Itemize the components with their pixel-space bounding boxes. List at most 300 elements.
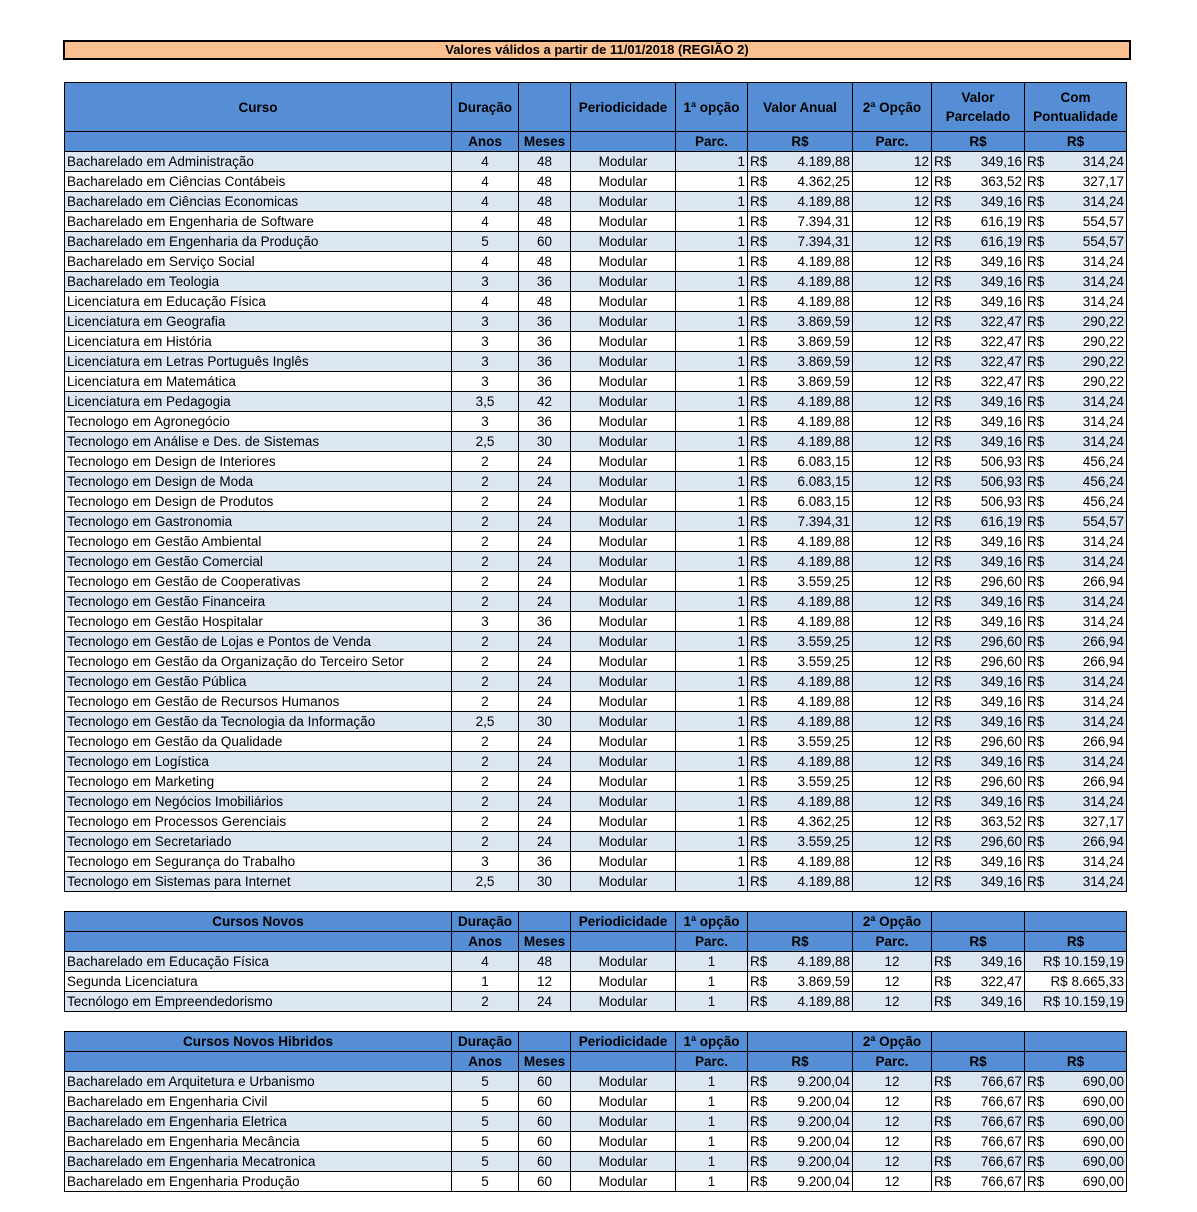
punctuality-value-cell <box>1025 592 1127 612</box>
col-header-duracao: Duração <box>452 83 519 132</box>
first-option-parc-cell: 1 <box>676 612 748 632</box>
amount-value: 266,94 <box>1082 654 1124 669</box>
annual-value-cell <box>748 972 853 992</box>
currency-symbol: R$ <box>934 1074 952 1089</box>
currency-symbol: R$ <box>750 854 768 869</box>
currency-symbol: R$ <box>1027 594 1045 609</box>
currency-symbol: R$ <box>750 734 768 749</box>
amount-value: 266,94 <box>1082 834 1124 849</box>
currency-symbol: R$ <box>1027 454 1045 469</box>
currency-symbol: R$ <box>1027 494 1045 509</box>
installment-value-cell <box>932 212 1025 232</box>
amount-value: 4.189,88 <box>797 694 850 709</box>
amount-value: 3.559,25 <box>797 734 850 749</box>
amount-value: 290,22 <box>1082 334 1124 349</box>
installment-value-cell <box>932 472 1025 492</box>
currency-symbol: R$ <box>750 1094 768 1109</box>
installment-value-cell <box>932 232 1025 252</box>
course-name-cell: Tecnologo em Secretariado <box>65 832 452 852</box>
annual-value-cell <box>748 752 853 772</box>
currency-symbol: R$ <box>750 674 768 689</box>
currency-symbol: R$ <box>934 774 952 789</box>
course-name-cell: Tecnologo em Gestão da Organização do Terceiro Setor <box>65 652 452 672</box>
second-option-parc-cell: 12 <box>853 292 932 312</box>
periodicity-cell: Modular <box>571 452 676 472</box>
currency-symbol: R$ <box>750 774 768 789</box>
amount-value: 4.189,88 <box>797 394 850 409</box>
periodicity-cell: Modular <box>571 1132 676 1152</box>
periodicity-cell: Modular <box>571 852 676 872</box>
course-name-cell: Licenciatura em Educação Física <box>65 292 452 312</box>
second-option-parc-cell: 12 <box>853 412 932 432</box>
currency-symbol: R$ <box>1027 1114 1045 1129</box>
course-name-cell: Licenciatura em Letras Português Inglês <box>65 352 452 372</box>
col-header-com-pontualidade: Com Pontualidade <box>1025 83 1127 132</box>
second-option-parc-cell: 12 <box>853 1132 932 1152</box>
duration-months-cell: 30 <box>519 432 571 452</box>
duration-years-cell: 2 <box>452 752 519 772</box>
duration-months-cell: 60 <box>519 232 571 252</box>
installment-value-cell <box>932 272 1025 292</box>
currency-symbol: R$ <box>750 474 768 489</box>
col-header-duracao: Duração <box>452 912 519 932</box>
currency-symbol: R$ <box>1027 814 1045 829</box>
amount-value: 349,16 <box>980 414 1022 429</box>
subheader-parc: Parc. <box>853 932 932 952</box>
punctuality-value-cell <box>1025 792 1127 812</box>
installment-value-cell <box>932 492 1025 512</box>
second-option-parc-cell: 12 <box>853 1112 932 1132</box>
currency-symbol: R$ <box>1027 734 1045 749</box>
punctuality-value-cell <box>1025 852 1127 872</box>
amount-value: 4.189,88 <box>797 534 850 549</box>
amount-value: 266,94 <box>1082 574 1124 589</box>
first-option-parc-cell: 1 <box>676 592 748 612</box>
annual-value-cell <box>748 672 853 692</box>
installment-value-cell <box>932 1092 1025 1112</box>
annual-value-cell <box>748 1132 853 1152</box>
periodicity-cell: Modular <box>571 292 676 312</box>
amount-value: 349,16 <box>980 394 1022 409</box>
duration-years-cell: 1 <box>452 972 519 992</box>
annual-value-cell <box>748 392 853 412</box>
amount-value: 314,24 <box>1082 614 1124 629</box>
installment-value-cell <box>932 712 1025 732</box>
annual-value-cell <box>748 1092 853 1112</box>
second-option-parc-cell: 12 <box>853 312 932 332</box>
duration-years-cell: 2 <box>452 812 519 832</box>
course-name-cell: Tecnologo em Negócios Imobiliários <box>65 792 452 812</box>
currency-symbol: R$ <box>934 234 952 249</box>
installment-value-cell <box>932 512 1025 532</box>
amount-value: 296,60 <box>980 634 1022 649</box>
course-name-cell: Tecnologo em Marketing <box>65 772 452 792</box>
subheader-rs: R$ <box>748 132 853 152</box>
installment-value-cell <box>932 952 1025 972</box>
first-option-parc-cell: 1 <box>676 632 748 652</box>
currency-symbol: R$ <box>1027 234 1045 249</box>
first-option-parc-cell: 1 <box>676 272 748 292</box>
installment-value-cell <box>932 452 1025 472</box>
currency-symbol: R$ <box>934 654 952 669</box>
first-option-parc-cell: 1 <box>676 432 748 452</box>
second-option-parc-cell: 12 <box>853 612 932 632</box>
currency-symbol: R$ <box>750 1174 768 1189</box>
currency-symbol: R$ <box>1027 1094 1045 1109</box>
col-header-opcao1: 1ª opção <box>676 912 748 932</box>
subheader-empty <box>571 1052 676 1072</box>
table-row <box>65 1072 1127 1092</box>
duration-years-cell: 2 <box>452 692 519 712</box>
currency-symbol: R$ <box>750 714 768 729</box>
currency-symbol: R$ <box>934 994 952 1009</box>
currency-symbol: R$ <box>1027 1074 1045 1089</box>
second-option-parc-cell: 12 <box>853 332 932 352</box>
periodicity-cell: Modular <box>571 752 676 772</box>
currency-symbol: R$ <box>1027 314 1045 329</box>
currency-symbol: R$ <box>1027 174 1045 189</box>
amount-value: 6.083,15 <box>797 494 850 509</box>
currency-symbol: R$ <box>934 874 952 889</box>
installment-value-cell <box>932 872 1025 892</box>
amount-value: 616,19 <box>980 234 1022 249</box>
currency-symbol: R$ <box>934 154 952 169</box>
currency-symbol: R$ <box>1027 294 1045 309</box>
duration-years-cell: 4 <box>452 252 519 272</box>
course-name-cell: Bacharelado em Engenharia Civil <box>65 1092 452 1112</box>
duration-months-cell: 24 <box>519 792 571 812</box>
amount-value: 4.189,88 <box>797 594 850 609</box>
course-name-cell: Tecnologo em Gestão da Qualidade <box>65 732 452 752</box>
subheader-parc: Parc. <box>676 932 748 952</box>
annual-value-cell <box>748 192 853 212</box>
subheader-meses: Meses <box>519 132 571 152</box>
periodicity-cell: Modular <box>571 632 676 652</box>
duration-months-cell: 60 <box>519 1132 571 1152</box>
currency-symbol: R$ <box>750 814 768 829</box>
currency-symbol: R$ <box>1027 274 1045 289</box>
annual-value-cell <box>748 332 853 352</box>
currency-symbol: R$ <box>934 314 952 329</box>
first-option-parc-cell: 1 <box>676 332 748 352</box>
duration-months-cell: 48 <box>519 252 571 272</box>
periodicity-cell: Modular <box>571 592 676 612</box>
amount-value: 690,00 <box>1082 1174 1124 1189</box>
duration-years-cell: 2 <box>452 772 519 792</box>
second-option-parc-cell: 12 <box>853 592 932 612</box>
col-header-opcao2: 2ª Opção <box>853 83 932 132</box>
duration-months-cell: 30 <box>519 872 571 892</box>
duration-months-cell: 24 <box>519 632 571 652</box>
col-header-empty <box>1025 912 1127 932</box>
installment-value-cell <box>932 372 1025 392</box>
second-option-parc-cell: 12 <box>853 672 932 692</box>
installment-value-cell <box>932 972 1025 992</box>
currency-symbol: R$ <box>1027 1154 1045 1169</box>
duration-years-cell: 2 <box>452 572 519 592</box>
periodicity-cell: Modular <box>571 712 676 732</box>
table-row <box>65 712 1127 732</box>
currency-symbol: R$ <box>1027 794 1045 809</box>
amount-value: 7.394,31 <box>797 514 850 529</box>
currency-symbol: R$ <box>750 1074 768 1089</box>
duration-years-cell: 3,5 <box>452 392 519 412</box>
punctuality-value-cell <box>1025 152 1127 172</box>
currency-symbol: R$ <box>934 754 952 769</box>
annual-value-cell <box>748 852 853 872</box>
first-option-parc-cell: 1 <box>676 252 748 272</box>
installment-value-cell <box>932 772 1025 792</box>
amount-value: 4.189,88 <box>797 954 850 969</box>
table-row <box>65 752 1127 772</box>
periodicity-cell: Modular <box>571 252 676 272</box>
duration-years-cell: 3 <box>452 852 519 872</box>
amount-value: 690,00 <box>1082 1114 1124 1129</box>
table-row <box>65 732 1127 752</box>
duration-years-cell: 2,5 <box>452 432 519 452</box>
duration-years-cell: 2,5 <box>452 872 519 892</box>
first-option-parc-cell: 1 <box>676 392 748 412</box>
duration-months-cell: 36 <box>519 412 571 432</box>
amount-value: 349,16 <box>980 594 1022 609</box>
table-row <box>65 272 1127 292</box>
table-row <box>65 212 1127 232</box>
periodicity-cell: Modular <box>571 812 676 832</box>
course-name-cell: Bacharelado em Engenharia Mecatronica <box>65 1152 452 1172</box>
duration-months-cell: 60 <box>519 1092 571 1112</box>
second-option-parc-cell: 12 <box>853 772 932 792</box>
first-option-parc-cell: 1 <box>676 732 748 752</box>
currency-symbol: R$ <box>750 314 768 329</box>
installment-value-cell <box>932 552 1025 572</box>
first-option-parc-cell: 1 <box>676 752 748 772</box>
annual-value-cell <box>748 612 853 632</box>
first-option-parc-cell: 1 <box>676 1092 748 1112</box>
table-row <box>65 792 1127 812</box>
annual-value-cell <box>748 832 853 852</box>
duration-months-cell: 48 <box>519 152 571 172</box>
table-row <box>65 332 1127 352</box>
amount-value: 349,16 <box>980 854 1022 869</box>
duration-months-cell: 60 <box>519 1152 571 1172</box>
annual-value-cell <box>748 152 853 172</box>
course-name-cell: Bacharelado em Ciências Contábeis <box>65 172 452 192</box>
duration-years-cell: 5 <box>452 1092 519 1112</box>
currency-symbol: R$ <box>934 354 952 369</box>
second-option-parc-cell: 12 <box>853 232 932 252</box>
subheader-empty <box>571 932 676 952</box>
amount-value: 4.189,88 <box>797 194 850 209</box>
duration-months-cell: 24 <box>519 532 571 552</box>
annual-value-cell <box>748 352 853 372</box>
first-option-parc-cell: 1 <box>676 512 748 532</box>
installment-value-cell <box>932 692 1025 712</box>
amount-value: 349,16 <box>980 194 1022 209</box>
duration-months-cell: 24 <box>519 572 571 592</box>
course-name-cell: Tecnologo em Design de Interiores <box>65 452 452 472</box>
first-option-parc-cell: 1 <box>676 572 748 592</box>
amount-value: 363,52 <box>980 814 1022 829</box>
table-row <box>65 972 1127 992</box>
annual-value-cell <box>748 792 853 812</box>
amount-value: 554,57 <box>1082 214 1124 229</box>
subheader-empty <box>65 132 452 152</box>
amount-value: 349,16 <box>980 954 1022 969</box>
second-option-parc-cell: 12 <box>853 392 932 412</box>
amount-value: 4.189,88 <box>797 754 850 769</box>
first-option-parc-cell: 1 <box>676 712 748 732</box>
table-row <box>65 372 1127 392</box>
punctuality-value-cell <box>1025 232 1127 252</box>
duration-months-cell: 36 <box>519 272 571 292</box>
amount-value: 322,47 <box>980 374 1022 389</box>
amount-value: 766,67 <box>980 1134 1022 1149</box>
amount-value: 314,24 <box>1082 554 1124 569</box>
currency-symbol: R$ <box>750 554 768 569</box>
currency-symbol: R$ <box>1027 214 1045 229</box>
installment-value-cell <box>932 672 1025 692</box>
second-option-parc-cell: 12 <box>853 792 932 812</box>
duration-months-cell: 48 <box>519 952 571 972</box>
periodicity-cell: Modular <box>571 792 676 812</box>
annual-value-cell <box>748 212 853 232</box>
punctuality-value-cell <box>1025 1132 1127 1152</box>
col-header-empty <box>932 1032 1025 1052</box>
punctuality-value-cell <box>1025 392 1127 412</box>
currency-symbol: R$ <box>750 254 768 269</box>
currency-symbol: R$ <box>1027 154 1045 169</box>
installment-value-cell <box>932 412 1025 432</box>
currency-symbol: R$ <box>934 334 952 349</box>
duration-years-cell: 2 <box>452 492 519 512</box>
amount-value: 7.394,31 <box>797 234 850 249</box>
periodicity-cell: Modular <box>571 672 676 692</box>
second-option-parc-cell: 12 <box>853 152 932 172</box>
duration-months-cell: 36 <box>519 852 571 872</box>
first-option-parc-cell: 1 <box>676 1112 748 1132</box>
punctuality-value-cell <box>1025 692 1127 712</box>
currency-symbol: R$ <box>1027 774 1045 789</box>
amount-value: 6.083,15 <box>797 474 850 489</box>
periodicity-cell: Modular <box>571 372 676 392</box>
currency-symbol: R$ <box>1027 674 1045 689</box>
duration-years-cell: 4 <box>452 292 519 312</box>
currency-symbol: R$ <box>934 494 952 509</box>
currency-symbol: R$ <box>750 834 768 849</box>
subheader-rs: R$ <box>932 932 1025 952</box>
amount-value: 9.200,04 <box>797 1134 850 1149</box>
currency-symbol: R$ <box>934 374 952 389</box>
periodicity-cell: Modular <box>571 272 676 292</box>
amount-value: 296,60 <box>980 574 1022 589</box>
table-row <box>65 1152 1127 1172</box>
course-name-cell: Tecnologo em Análise e Des. de Sistemas <box>65 432 452 452</box>
currency-symbol: R$ <box>750 754 768 769</box>
installment-value-cell <box>932 832 1025 852</box>
installment-value-cell <box>932 152 1025 172</box>
table-row <box>65 472 1127 492</box>
punctuality-value-cell <box>1025 1092 1127 1112</box>
amount-value: 314,24 <box>1082 154 1124 169</box>
duration-months-cell: 36 <box>519 352 571 372</box>
table-row <box>65 1132 1127 1152</box>
duration-years-cell: 2 <box>452 792 519 812</box>
amount-value: 3.869,59 <box>797 974 850 989</box>
subheader-anos: Anos <box>452 1052 519 1072</box>
duration-years-cell: 5 <box>452 232 519 252</box>
subheader-rs: R$ <box>1025 1052 1127 1072</box>
amount-value: 4.362,25 <box>797 814 850 829</box>
second-option-parc-cell: 12 <box>853 472 932 492</box>
currency-symbol: R$ <box>1027 554 1045 569</box>
currency-symbol: R$ <box>750 694 768 709</box>
table-row <box>65 192 1127 212</box>
periodicity-cell: Modular <box>571 572 676 592</box>
punctuality-value-cell <box>1025 372 1127 392</box>
duration-years-cell: 2 <box>452 732 519 752</box>
currency-symbol: R$ <box>1027 854 1045 869</box>
currency-symbol: R$ <box>750 974 768 989</box>
annual-value-cell <box>748 1112 853 1132</box>
table-row <box>65 152 1127 172</box>
col-header-opcao2: 2ª Opção <box>853 1032 932 1052</box>
annual-value-cell <box>748 572 853 592</box>
punctuality-value-cell <box>1025 672 1127 692</box>
subheader-meses: Meses <box>519 1052 571 1072</box>
currency-symbol: R$ <box>1027 434 1045 449</box>
periodicity-cell: Modular <box>571 432 676 452</box>
subheader-parc: Parc. <box>676 1052 748 1072</box>
annual-value-cell <box>748 432 853 452</box>
amount-value: 9.200,04 <box>797 1174 850 1189</box>
first-option-parc-cell: 1 <box>676 292 748 312</box>
col-header-empty <box>748 1032 853 1052</box>
second-option-parc-cell: 12 <box>853 652 932 672</box>
second-option-parc-cell: 12 <box>853 992 932 1012</box>
amount-value: 290,22 <box>1082 354 1124 369</box>
periodicity-cell: Modular <box>571 732 676 752</box>
periodicity-cell: Modular <box>571 492 676 512</box>
currency-symbol: R$ <box>1027 614 1045 629</box>
duration-years-cell: 4 <box>452 952 519 972</box>
amount-value: 4.189,88 <box>797 294 850 309</box>
currency-symbol: R$ <box>1027 694 1045 709</box>
page-title: Valores válidos a partir de 11/01/2018 (REGIÃO 2) <box>63 40 1131 60</box>
currency-symbol: R$ <box>750 594 768 609</box>
amount-value: 4.189,88 <box>797 874 850 889</box>
currency-symbol: R$ <box>934 454 952 469</box>
table-row <box>65 1092 1127 1112</box>
punctuality-value-cell <box>1025 332 1127 352</box>
punctuality-value-cell <box>1025 1152 1127 1172</box>
duration-months-cell: 24 <box>519 512 571 532</box>
course-name-cell: Bacharelado em Engenharia Mecância <box>65 1132 452 1152</box>
punctuality-value-cell <box>1025 472 1127 492</box>
annual-value-cell <box>748 512 853 532</box>
duration-years-cell: 2 <box>452 992 519 1012</box>
periodicity-cell: Modular <box>571 872 676 892</box>
duration-years-cell: 2 <box>452 532 519 552</box>
second-option-parc-cell: 12 <box>853 372 932 392</box>
currency-symbol: R$ <box>750 274 768 289</box>
amount-value: 266,94 <box>1082 774 1124 789</box>
amount-value: 349,16 <box>980 714 1022 729</box>
second-option-parc-cell: 12 <box>853 492 932 512</box>
col-header-empty <box>519 912 571 932</box>
currency-symbol: R$ <box>1027 754 1045 769</box>
duration-months-cell: 48 <box>519 172 571 192</box>
duration-months-cell: 24 <box>519 552 571 572</box>
